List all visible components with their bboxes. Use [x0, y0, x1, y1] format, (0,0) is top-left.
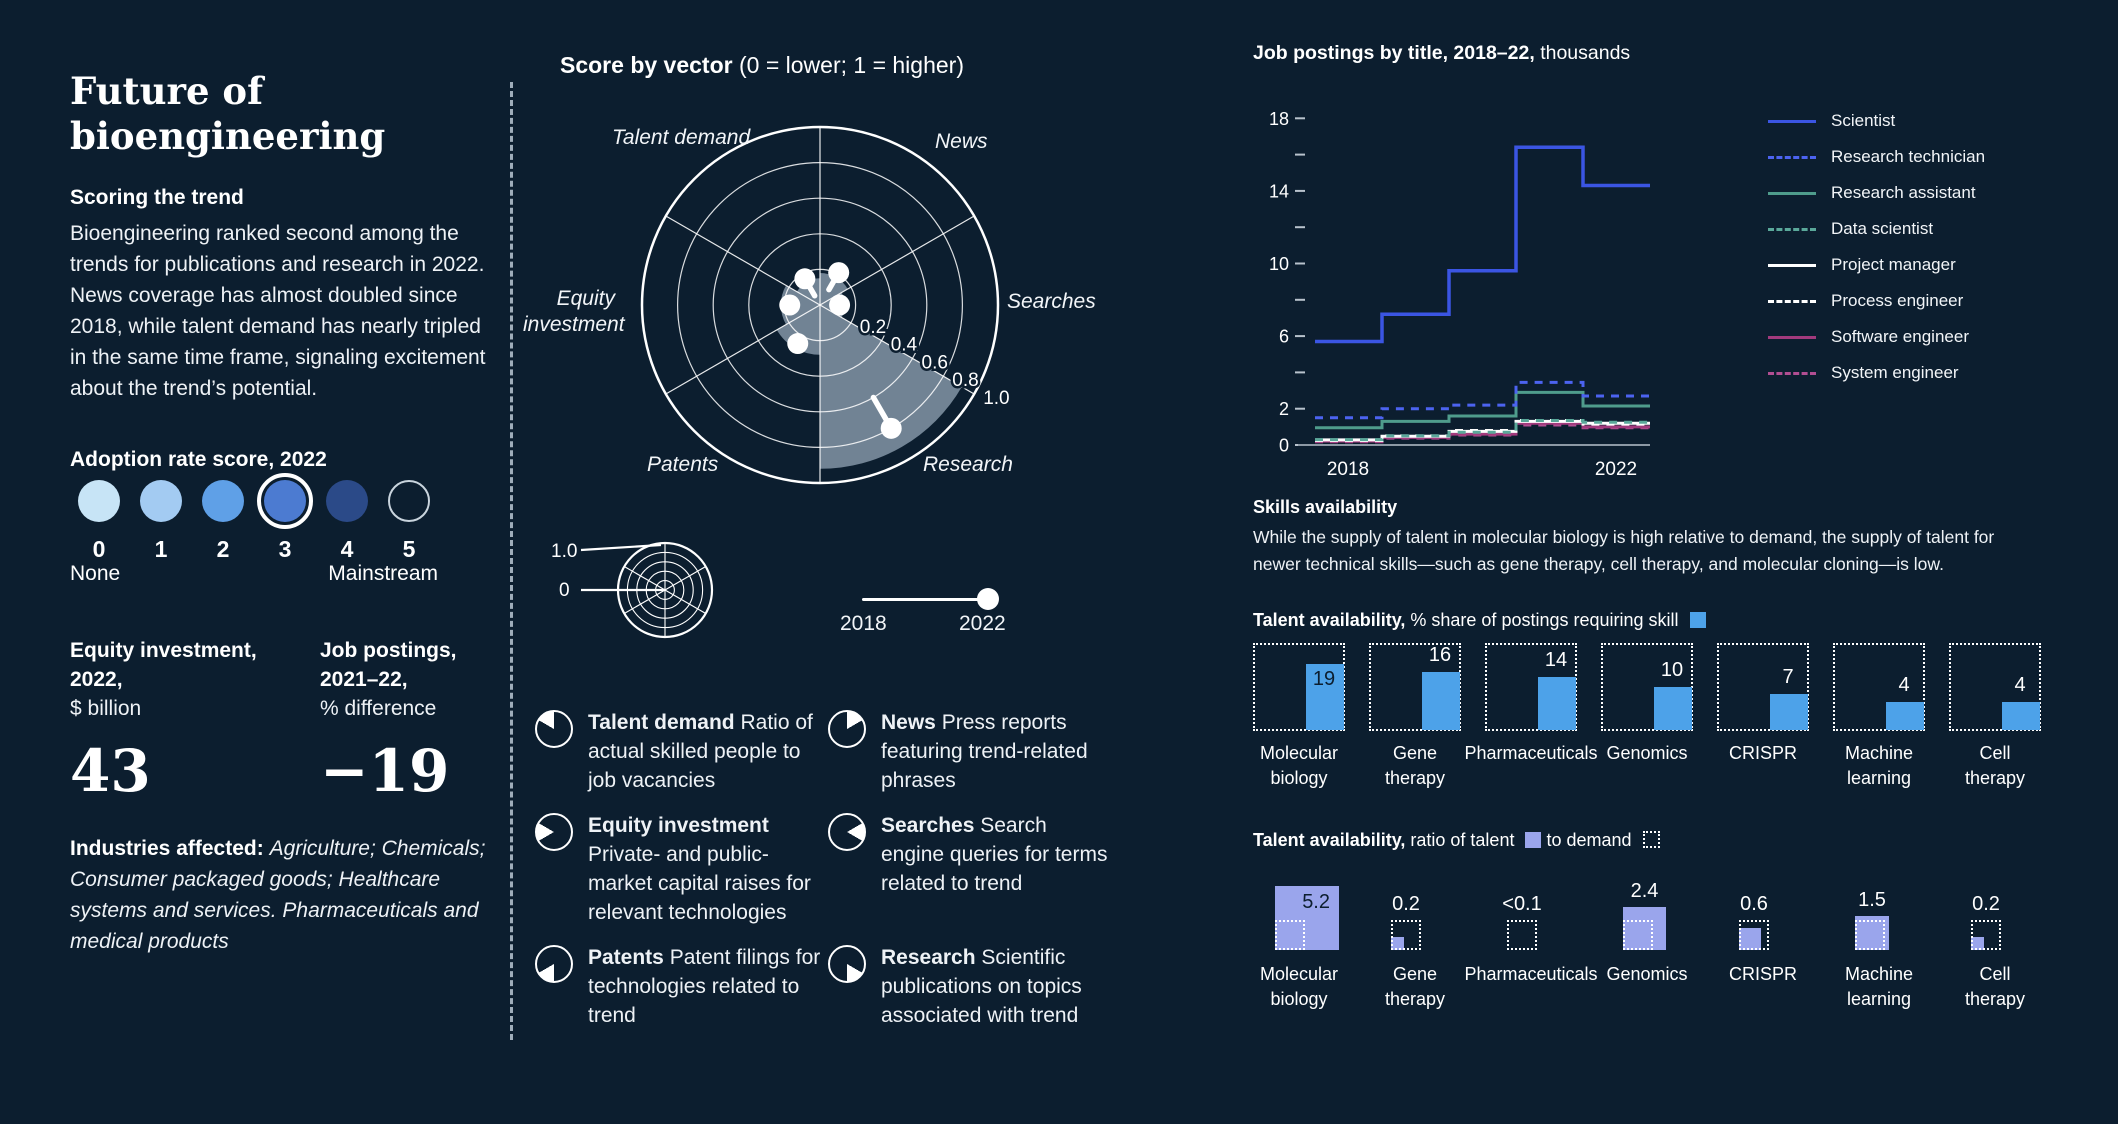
adoption-score-number: 3: [278, 536, 292, 562]
adoption-score-number: 2: [216, 536, 230, 562]
job-title-unit: thousands: [1540, 42, 1631, 64]
scoring-trend-text: Bioengineering ranked second among the trends for publications and research in 2022. News coverage has almost doubled since 2018, while talent demand has nearly tripled in the same time frame, signaling excitement about the trend’s potential.: [70, 222, 486, 400]
talent-ratio-heading: [1253, 830, 1660, 851]
legend-label: System engineer: [1831, 363, 1959, 382]
category-label: Machine learning: [1844, 964, 1914, 1009]
y-tick-label: 6: [1278, 326, 1289, 347]
category-label: CRISPR: [1728, 964, 1797, 984]
year-slider-track[interactable]: [862, 598, 986, 601]
patents-pie-icon: [535, 945, 573, 983]
vector-legend-item-talent-demand: [535, 708, 828, 795]
searches-pie-icon: [828, 813, 866, 851]
radar-dot-talent-demand: [794, 268, 815, 289]
share-value: 7: [1782, 666, 1794, 688]
job-title-bold: Job postings by title, 2018–22,: [1253, 42, 1535, 64]
research-pie-icon: [828, 945, 866, 983]
ratio-slot-pharmaceuticals: [1485, 870, 1577, 950]
stat-equity-investment: [70, 636, 320, 805]
key-stats: [70, 636, 570, 805]
vector-legend-text: Research Scientific publications on topics associated with trend: [881, 946, 1082, 1027]
legend-row-process-engineer: [1768, 290, 1985, 312]
radar-scale-legend: [543, 528, 718, 653]
stat-label-line: 2021–22,: [320, 668, 408, 691]
series-line-research-technician: [1315, 382, 1650, 417]
category-label: Machine learning: [1844, 743, 1914, 788]
y-tick-label: 18: [1268, 108, 1289, 129]
vector-legend-item-patents: [535, 943, 828, 1030]
adoption-score-0: [68, 480, 130, 563]
legend-swatch: [1768, 300, 1816, 303]
page-title: Future of bioengineering: [70, 68, 386, 158]
category-label: Gene therapy: [1384, 964, 1446, 1009]
ratio-slot-molecular-biology: [1253, 870, 1345, 950]
share-value: 10: [1660, 659, 1684, 681]
stat-label-line: Job postings,: [320, 639, 457, 662]
stat-job-postings: [320, 636, 570, 805]
adoption-max-label: Mainstream: [328, 562, 438, 585]
job-chart-legend: [1768, 110, 1985, 398]
y-tick-label: 10: [1268, 254, 1289, 274]
talent-share-heading: [1253, 610, 1706, 631]
demand-outline-square: [1391, 920, 1421, 950]
ratio-slot-crispr: [1717, 870, 1809, 950]
skills-availability-text: While the supply of talent in molecular biology is high relative to demand, the supply of talent for newer technical skills—such as gene therapy, cell therapy, and molecular cloning—is low.: [1253, 527, 1995, 574]
legend-swatch: [1768, 228, 1816, 231]
adoption-score-circle: [78, 480, 120, 522]
category-label: Pharmaceuticals: [1464, 743, 1598, 763]
radar-spoke: [666, 216, 820, 305]
demand-swatch: [1643, 831, 1660, 848]
category-label: Genomics: [1606, 743, 1688, 763]
vector-legend-item-research: [828, 943, 1108, 1030]
legend-swatch: [1768, 192, 1816, 195]
adoption-score-circle: [140, 480, 182, 522]
radar-chart: [610, 95, 1030, 515]
stat-unit: $ billion: [70, 697, 142, 720]
adoption-score-1: [130, 480, 192, 563]
stat-label-line: Equity investment,: [70, 639, 257, 662]
adoption-score-number: 5: [402, 536, 416, 562]
ratio-slot-cell-therapy: [1949, 870, 2041, 950]
ratio-value: 0.2: [1392, 893, 1420, 915]
radar-dot-patents: [787, 333, 808, 354]
demand-outline-square: [1971, 920, 2001, 950]
stat-value-job-postings: −19: [320, 737, 450, 805]
radar-spoke: [820, 216, 974, 305]
category-label: Molecular biology: [1259, 964, 1339, 1009]
ratio-value: 0.6: [1740, 893, 1768, 915]
vector-legend-text: News Press reports featuring trend-related phrases: [881, 711, 1088, 792]
adoption-score-5: [378, 480, 440, 563]
news-pie-icon: [828, 710, 866, 748]
vector-legend-text: Talent demand Ratio of actual skilled people to job vacancies: [588, 711, 813, 792]
legend-label: Process engineer: [1831, 291, 1964, 310]
demand-outline-square: [1739, 920, 1769, 950]
legend-row-project-manager: [1768, 254, 1985, 276]
x-axis-label: 2022: [1594, 459, 1638, 480]
radar-dot-news: [828, 262, 849, 283]
share-bar: [2002, 702, 2040, 730]
adoption-score-circle: [326, 480, 368, 522]
category-label: Gene therapy: [1384, 743, 1446, 788]
vector-legend-item-searches: [828, 811, 1108, 927]
ratio-value: 1.5: [1858, 889, 1886, 911]
scale-max-pointer: [581, 545, 661, 550]
ratio-value: 0.2: [1972, 893, 2000, 915]
score-by-vector-panel: [523, 40, 1115, 1100]
legend-label: Project manager: [1831, 255, 1956, 274]
category-label: Pharmaceuticals: [1464, 964, 1598, 984]
radar-score-wedge-research: [820, 305, 962, 469]
share-value: 16: [1428, 644, 1452, 666]
legend-label: Research assistant: [1831, 183, 1976, 202]
y-tick-label: 14: [1268, 181, 1289, 202]
legend-row-system-engineer: [1768, 362, 1985, 384]
legend-swatch: [1768, 264, 1816, 267]
column-divider: [510, 82, 513, 1040]
ratio-slot-gene-therapy: [1369, 870, 1461, 950]
adoption-score-number: 1: [154, 536, 168, 562]
vector-legend-item-equity-investment: [535, 811, 828, 927]
share-value: 19: [1312, 668, 1336, 690]
radar-axis-news: News: [935, 130, 988, 153]
radar-axis-research: Research: [923, 453, 1013, 476]
radar-ring-label: 0.2: [859, 316, 887, 338]
legend-label: Data scientist: [1831, 219, 1934, 238]
share-bar: [1886, 702, 1924, 730]
adoption-scale-ends: [70, 562, 438, 586]
legend-row-data-scientist: [1768, 218, 1985, 240]
talent-demand-pie-icon: [535, 710, 573, 748]
share-value: 14: [1544, 649, 1568, 671]
share-bar: [1770, 694, 1808, 730]
share-value: 4: [2014, 674, 2026, 696]
legend-label: Scientist: [1831, 111, 1896, 130]
demand-outline-square: [1507, 920, 1537, 950]
vector-definitions-legend: [535, 708, 1108, 1030]
adoption-score-circle: [388, 480, 430, 522]
legend-label: Software engineer: [1831, 327, 1969, 346]
radar-ring-label: 0.4: [890, 334, 918, 356]
adoption-score-circle: [202, 480, 244, 522]
radar-title-bold: Score by vector: [560, 52, 733, 78]
share-bar: [1422, 672, 1460, 730]
vector-legend-text: Equity investment Private- and public-market capital raises for relevant technologies: [588, 814, 811, 924]
talent-swatch: [1525, 832, 1541, 848]
legend-label: Research technician: [1831, 147, 1986, 166]
talent-ratio-heading-part1: ratio of talent: [1405, 830, 1515, 850]
vector-legend-text: Patents Patent filings for technologies related to trend: [588, 946, 821, 1027]
adoption-score-3: [254, 480, 316, 563]
adoption-score-number: 0: [92, 536, 106, 562]
ratio-slot-genomics: [1601, 870, 1693, 950]
year-slider-knob[interactable]: [977, 588, 999, 610]
demand-outline-square: [1855, 920, 1885, 950]
scoring-trend-heading: Scoring the trend: [70, 186, 244, 209]
talent-share-chart: [1253, 643, 2041, 731]
legend-swatch: [1768, 120, 1816, 123]
radar-title-subtitle: (0 = lower; 1 = higher): [738, 52, 964, 78]
legend-row-software-engineer: [1768, 326, 1985, 348]
radar-ring-label: 1.0: [983, 388, 1010, 409]
equity-investment-pie-icon: [535, 813, 573, 851]
adoption-score-4: [316, 480, 378, 563]
talent-ratio-chart: [1253, 870, 2041, 950]
ratio-value: 5.2: [1302, 891, 1330, 913]
adoption-min-label: None: [70, 562, 121, 585]
scale-max-label: 1.0: [551, 541, 578, 562]
adoption-score-scale: [68, 480, 440, 563]
share-box-cell-therapy: [1949, 643, 2041, 731]
vector-legend-text: Searches Search engine queries for terms related to trend: [881, 814, 1108, 895]
category-label: Molecular biology: [1259, 743, 1339, 788]
industries-label: Industries affected:: [70, 837, 264, 860]
stat-unit: % difference: [320, 697, 437, 720]
vector-legend-item-news: [828, 708, 1108, 795]
y-tick-label: 0: [1278, 435, 1289, 456]
category-label: Cell therapy: [1964, 743, 2026, 788]
adoption-score-circle: [264, 480, 306, 522]
talent-share-heading-bold: Talent availability,: [1253, 610, 1406, 630]
job-postings-panel: [1253, 35, 2118, 1124]
adoption-rate-heading: Adoption rate score, 2022: [70, 448, 327, 471]
demand-outline-square: [1275, 920, 1305, 950]
industries-affected: [70, 833, 506, 957]
legend-swatch: [1768, 336, 1816, 339]
category-label: Cell therapy: [1964, 964, 2026, 1009]
share-box-crispr: [1717, 643, 1809, 731]
y-tick-label: 2: [1278, 399, 1289, 420]
job-chart-title: [1253, 42, 1630, 65]
category-label: CRISPR: [1728, 743, 1797, 763]
share-bar: [1538, 677, 1576, 730]
demand-outline-square: [1623, 920, 1653, 950]
share-box-molecular-biology: [1253, 643, 1345, 731]
share-box-machine-learning: [1833, 643, 1925, 731]
talent-ratio-heading-bold: Talent availability,: [1253, 830, 1406, 850]
skill-share-swatch: [1690, 612, 1706, 628]
stat-value-equity: 43: [70, 737, 151, 805]
radar-axis-searches: Searches: [1007, 290, 1096, 313]
job-postings-chart: [1253, 85, 1683, 495]
talent-ratio-labels: [1253, 962, 2041, 1012]
category-label: Genomics: [1606, 964, 1688, 984]
ratio-value: 2.4: [1630, 880, 1659, 902]
legend-row-research-assistant: [1768, 182, 1985, 204]
share-box-pharmaceuticals: [1485, 643, 1577, 731]
stat-label-line: 2022,: [70, 668, 123, 691]
radar-dot-equity-investment: [779, 295, 800, 316]
talent-share-labels: [1253, 741, 2041, 791]
legend-swatch: [1768, 372, 1816, 375]
skills-availability-heading: Skills availability: [1253, 497, 1398, 517]
share-box-gene-therapy: [1369, 643, 1461, 731]
talent-ratio-heading-part2: to demand: [1541, 830, 1632, 850]
radar-ring-label: 0.6: [921, 352, 948, 374]
slider-start-year: 2018: [840, 612, 887, 635]
ratio-slot-machine-learning: [1833, 870, 1925, 950]
legend-row-scientist: [1768, 110, 1985, 132]
adoption-score-2: [192, 480, 254, 563]
series-line-scientist: [1315, 147, 1650, 341]
ratio-value: <0.1: [1502, 893, 1542, 915]
slider-end-year: 2022: [959, 612, 1006, 635]
radar-axis-patents: Patents: [647, 453, 719, 476]
radar-chart-title: [560, 52, 964, 79]
industries-list: Agriculture; Chemicals; Consumer packaged goods; Healthcare systems and services. Pharmaceuticals and medical products: [70, 837, 486, 953]
share-value: 4: [1898, 674, 1910, 696]
radar-axis-equity-investment: Equity investment: [523, 287, 625, 336]
radar-axis-talent-demand: Talent demand: [612, 126, 751, 149]
legend-row-research-technician: [1768, 146, 1985, 168]
talent-share-heading-rest: % share of postings requiring skill: [1405, 610, 1679, 630]
radar-ring-label: 0.8: [952, 370, 979, 392]
series-line-project-manager: [1315, 421, 1650, 440]
legend-swatch: [1768, 156, 1816, 159]
x-axis-label: 2018: [1326, 459, 1370, 480]
radar-dot-research: [881, 418, 902, 439]
share-box-genomics: [1601, 643, 1693, 731]
scale-min-label: 0: [559, 580, 570, 601]
radar-dot-searches: [829, 295, 850, 316]
adoption-score-number: 4: [340, 536, 354, 562]
share-bar: [1654, 687, 1692, 730]
